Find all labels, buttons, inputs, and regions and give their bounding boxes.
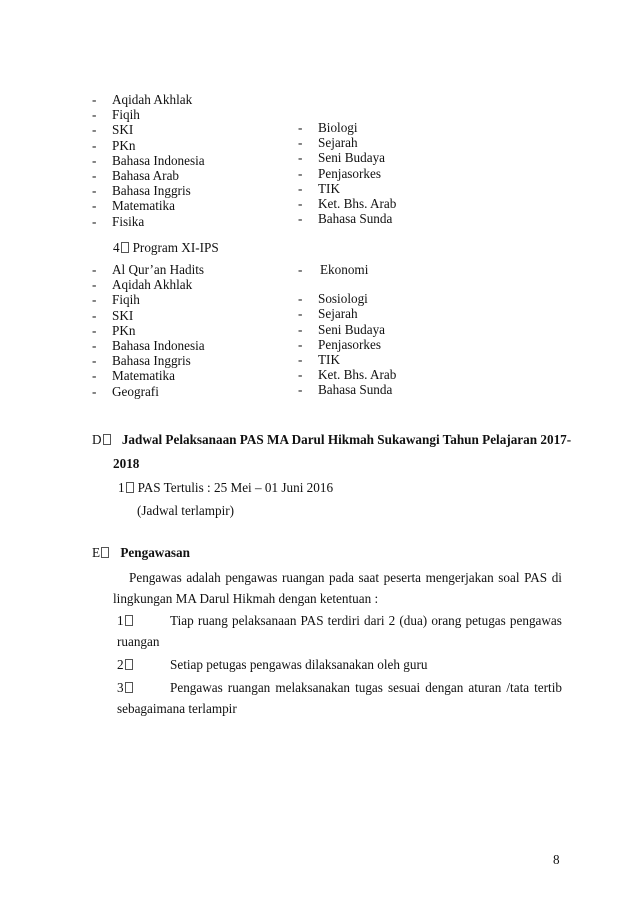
list-item [92,262,205,277]
list-dash: - [92,368,97,384]
word: /tata [506,680,530,695]
list-item [92,153,205,168]
section-d-note: (Jadwal terlampir) [137,503,235,518]
item-2-number: 2 [117,654,170,675]
list-dash: - [298,306,303,322]
list-item [298,306,396,321]
word: pengawas [225,570,278,585]
list-item [298,196,396,211]
list-item [92,292,205,307]
list-item [298,352,396,367]
item-1-number: 1 [117,610,170,631]
word: mengerjakan [425,570,494,585]
subject-name: Ket. Bhs. Arab [318,367,397,383]
list-dash: - [298,196,303,212]
list-dash: - [298,336,303,352]
section-d-heading [92,432,571,448]
list-dash: - [92,107,97,123]
subject-list-left-xi-ips [92,262,205,399]
item-3-number: 3 [117,677,170,698]
list-item [298,382,396,397]
section-e-item-3 [117,677,562,719]
word: pelaksanaan [231,613,297,628]
list-dash: - [92,277,97,293]
word: Pengawas [170,680,223,695]
subject-name: Seni Budaya [318,150,386,166]
list-item [92,168,205,183]
list-dash: - [92,168,97,184]
word: terdiri [327,613,360,628]
program-number: 4 [113,240,120,255]
list-item [92,138,205,153]
list-dash: - [92,353,97,369]
word: Tiap [170,613,194,628]
section-d-item [118,480,333,496]
word: ruangan [281,570,325,585]
paragraph-line-2: lingkungan MA Darul Hikmah dengan ketentuan : [113,591,379,606]
subject-name: Bahasa Indonesia [112,338,205,354]
word: tugas [355,680,383,695]
list-item [92,353,205,368]
subject-name: TIK [318,180,340,196]
list-dash: - [92,122,97,138]
list-item [92,338,205,353]
list-dash: - [298,262,303,277]
list-item [298,150,396,165]
list-item [298,181,396,196]
word: pengawas [509,613,562,628]
section-d-title-line1: Jadwal Pelaksanaan PAS MA Darul Hikmah Sukawangi Tahun Pelajaran 2017- [121,432,572,447]
list-dash: - [92,137,97,153]
paragraph-line-1 [113,567,562,588]
list-item [92,368,205,383]
list-dash: - [298,352,303,368]
program-heading [113,240,219,256]
word: melaksanakan [275,680,351,695]
section-e-paragraph [113,567,562,609]
section-e-heading [92,545,190,561]
list-item [298,262,396,277]
list-dash: - [92,92,97,107]
word: orang [431,613,462,628]
section-d-title-line2: 2018 [113,456,140,471]
word: 2 [388,613,396,628]
word: pada [329,570,354,585]
word: ruang [197,613,228,628]
list-dash: - [298,165,303,181]
subject-name: Ekonomi [320,262,369,277]
subject-name: Matematika [112,368,175,384]
list-item [298,120,396,135]
list-dash: - [298,180,303,196]
item-1-line-1 [170,610,562,631]
section-e-letter: E [92,545,101,560]
subject-name: Ket. Bhs. Arab [318,196,397,212]
subject-name: Biologi [318,120,358,135]
list-item [298,135,396,150]
word: dari [364,613,385,628]
subject-name: Penjasorkes [318,165,381,181]
subject-name: Geografi [112,383,159,399]
item-3-line-2: sebagaimana terlampir [117,701,237,716]
word: Pengawas [129,570,182,585]
list-dash: - [92,183,97,199]
subject-name: SKI [112,307,134,323]
list-dash: - [298,367,303,383]
item-1-line-2: ruangan [117,634,160,649]
item-3-line-1 [170,677,562,698]
subject-list-right-top [298,120,396,226]
word: di [551,570,562,585]
subject-name: Sejarah [318,306,358,322]
list-item [298,291,396,306]
word: dengan [425,680,464,695]
subject-list-left-top [92,92,205,229]
word: (dua) [399,613,428,628]
list-dash: - [92,292,97,308]
list-item [92,107,205,122]
list-dash: - [92,213,97,229]
subject-list-right-xi-ips [298,262,396,398]
subject-name: Seni Budaya [318,321,386,337]
list-dash: - [92,307,97,323]
list-item [92,323,205,338]
subject-name: Al Qur’an Hadits [112,262,205,277]
subject-name: Fiqih [112,292,140,308]
subject-name: Fisika [112,213,145,229]
word: ruangan [227,680,271,695]
subject-name: TIK [318,352,340,368]
list-item [92,384,205,399]
subject-name: Bahasa Sunda [318,211,393,227]
list-dash: - [298,321,303,337]
page-number: 8 [553,852,560,867]
list-item [298,211,396,226]
list-dash: - [92,338,97,354]
subject-name: Fiqih [112,107,140,123]
list-dash: - [92,152,97,168]
list-item [92,92,205,107]
list-item [298,367,396,382]
list-dash: - [298,382,303,398]
list-item [92,198,205,213]
list-item [92,183,205,198]
word: adalah [186,570,221,585]
subject-name: Aqidah Akhlak [112,277,193,293]
list-marker-box [121,242,129,253]
list-dash: - [298,135,303,151]
word: peserta [383,570,421,585]
list-item [298,322,396,337]
subject-name: PKn [112,322,136,338]
section-e-item-2 [117,654,562,675]
subject-name: Sosiologi [318,291,368,307]
list-item [298,166,396,181]
list-item [298,337,396,352]
word: saat [358,570,380,585]
word: tertib [534,680,562,695]
subject-name: PKn [112,137,136,153]
subject-name: Matematika [112,198,175,214]
subject-name: Sejarah [318,135,358,151]
subject-name: Penjasorkes [318,336,381,352]
list-marker-box [101,547,109,558]
section-d-item-number: 1 [118,480,125,495]
subject-name: Bahasa Inggris [112,183,191,199]
word: soal [498,570,520,585]
list-dash: - [298,120,303,135]
subject-name: Bahasa Sunda [318,382,393,398]
list-dash: - [92,262,97,277]
list-item [92,308,205,323]
list-item [92,214,205,229]
subject-name: Bahasa Inggris [112,353,191,369]
list-item [92,122,205,137]
list-dash: - [92,383,97,399]
word: aturan [468,680,502,695]
word: PAS [300,613,324,628]
list-marker-box [103,434,111,445]
list-item [92,277,205,292]
list-marker-box [126,482,134,493]
subject-name: Bahasa Arab [112,168,180,184]
program-label: Program XI-IPS [132,240,219,255]
word: sesuai [387,680,421,695]
list-dash: - [92,198,97,214]
subject-name: Aqidah Akhlak [112,92,193,107]
section-e-item-1 [117,610,562,652]
list-dash: - [298,150,303,166]
section-e-title: Pengawasan [120,545,190,560]
word: petugas [465,613,506,628]
subject-name: SKI [112,122,134,138]
word: PAS [524,570,548,585]
item-2-line-1: Setiap petugas pengawas dilaksanakan oleh guru [170,657,428,672]
section-d-item-text: PAS Tertulis : 25 Mei – 01 Juni 2016 [137,480,334,495]
section-d-letter: D [92,432,102,447]
subject-name: Bahasa Indonesia [112,152,205,168]
list-dash: - [298,211,303,227]
list-dash: - [92,322,97,338]
list-dash: - [298,291,303,307]
